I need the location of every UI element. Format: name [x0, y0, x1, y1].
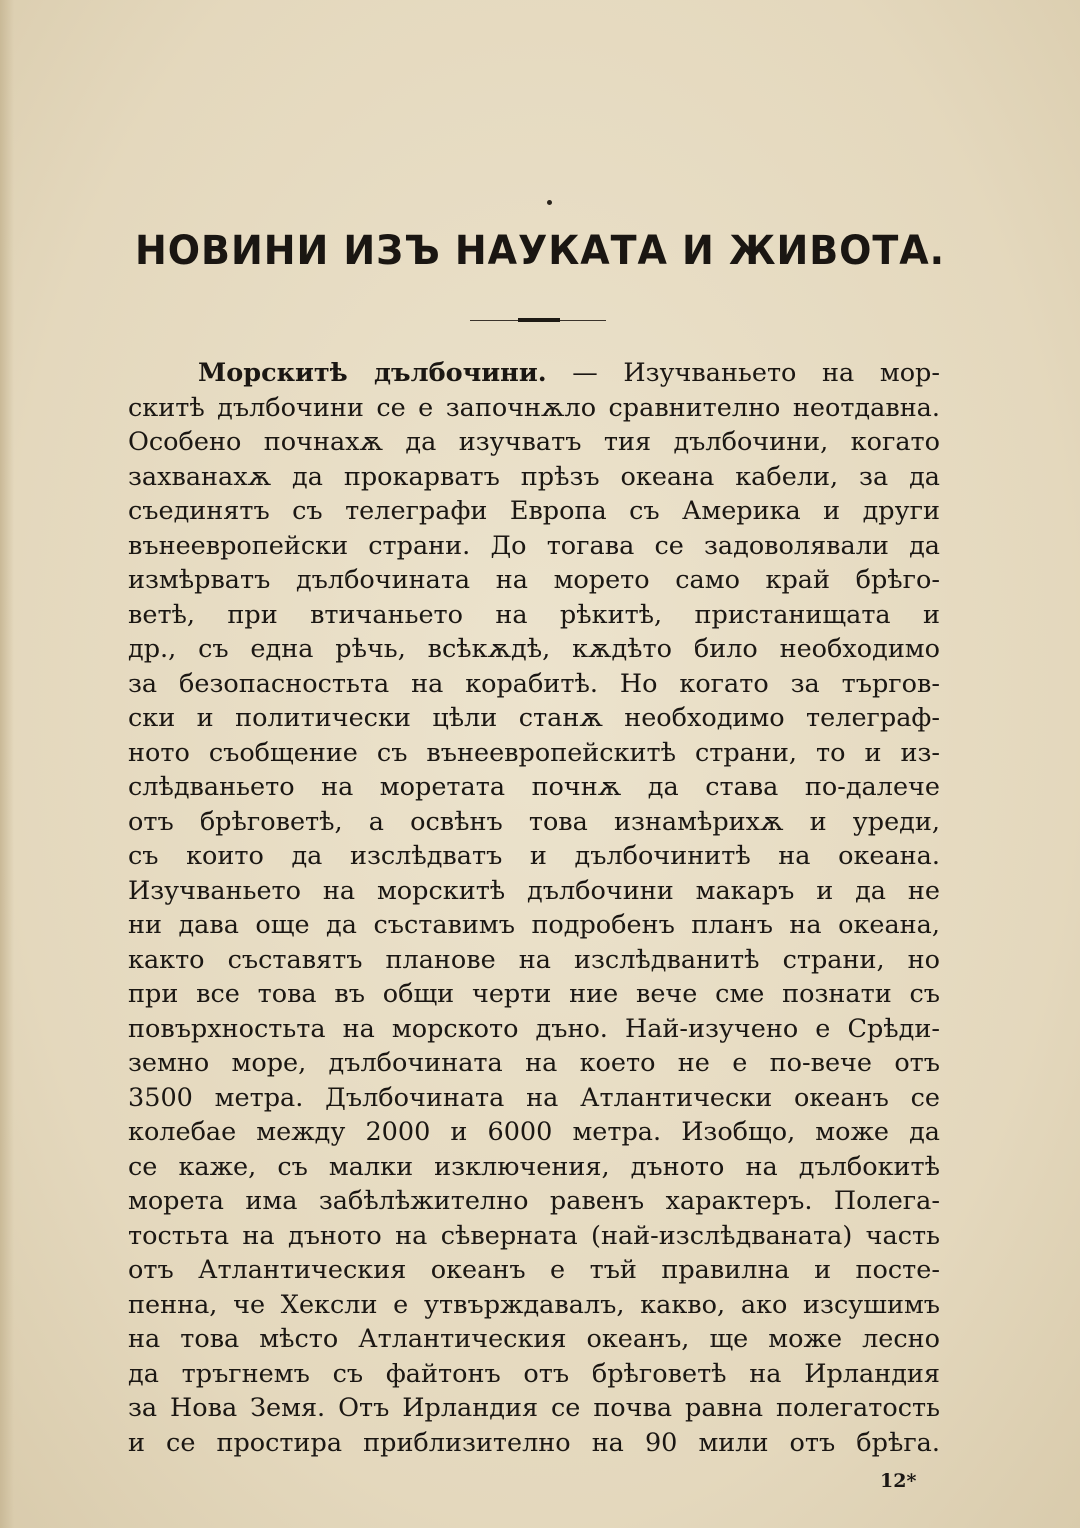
text-line: тостьта на дъното на сѣверната (най-изслѣдваната) часть: [128, 1220, 940, 1251]
text-line: се каже, съ малки изключения, дъното на дълбокитѣ: [128, 1151, 940, 1182]
text-line: съ които да изслѣдватъ и дълбочинитѣ на океана.: [128, 841, 940, 871]
text-line: повърхностьта на морското дъно. Най-изучено е Срѣди-: [128, 1013, 940, 1044]
text-line: вънеевропейски страни. До тогава се задоволявали да: [128, 530, 940, 561]
title-divider-center: [518, 318, 560, 322]
text-line: ветѣ, при втичаньето на рѣкитѣ, пристанищата и: [128, 599, 940, 630]
text-line: др., съ една рѣчь, всѣкѫдѣ, кѫдѣто било необходимо: [128, 634, 940, 664]
text-line: отъ Атлантическия океанъ е тъй правилна и посте-: [128, 1255, 940, 1285]
text-line: скитѣ дълбочини се е започнѫло сравнително неотдавна.: [128, 392, 940, 423]
text-line: Особено почнахѫ да изучватъ тия дълбочини, когато: [128, 427, 940, 457]
paragraph-first-line: [128, 356, 940, 391]
text-line: измѣрватъ дълбочината на морето само край брѣго-: [128, 565, 940, 595]
text-line: Изучваньето на морскитѣ дълбочини макаръ и да не: [128, 875, 940, 906]
binding-shadow: [0, 0, 14, 1528]
text-line: ни дава още да съставимъ подробенъ планъ на океана,: [128, 910, 940, 940]
text-line: слѣдваньето на моретата почнѫ да става по-далече: [128, 772, 940, 802]
text-line: ното съобщение съ вънеевропейскитѣ страни, то и из-: [128, 737, 940, 768]
text-line: морета има забѣлѣжително равенъ характеръ. Полега-: [128, 1186, 940, 1216]
text-line: както съставятъ планове на изслѣдванитѣ страни, но: [128, 944, 940, 975]
text-line: при все това въ общи черти ние вече сме познати съ: [128, 979, 940, 1009]
section-heading: Морскитѣ дълбочини.: [198, 358, 547, 388]
text-line: — Изучваньето на мор-: [572, 358, 940, 388]
text-line: отъ брѣговетѣ, а освѣнъ това изнамѣрихѫ и уреди,: [128, 806, 940, 837]
page-title: НОВИНИ ИЗЪ НАУКАТА И ЖИВОТА.: [135, 228, 945, 274]
text-line: захванахѫ да прокарватъ прѣзъ океана кабели, за да: [128, 461, 940, 492]
text-line: 3500 метра. Дълбочината на Атлантически океанъ се: [128, 1082, 940, 1113]
ornament-dot: [547, 200, 552, 205]
text-line: колебае между 2000 и 6000 метра. Изобщо, може да: [128, 1117, 940, 1147]
text-line: съединятъ съ телеграфи Европа съ Америка и други: [128, 496, 940, 526]
text-line: пенна, че Хексли е утвърждавалъ, какво, ако изсушимъ: [128, 1289, 940, 1320]
article-body: [128, 356, 940, 1460]
text-line: и се простира приблизително на 90 мили отъ брѣга.: [128, 1427, 940, 1458]
text-line: за Нова Земя. Отъ Ирландия се почва равна полегатость: [128, 1393, 940, 1423]
page-number: 12*: [880, 1470, 917, 1492]
text-line: да тръгнемъ съ файтонъ отъ брѣговетѣ на Ирландия: [128, 1358, 940, 1389]
text-line: земно море, дълбочината на което не е по-вече отъ: [128, 1048, 940, 1078]
text-line: ски и политически цѣли станѫ необходимо телеграф-: [128, 703, 940, 733]
text-line: за безопасностьта на корабитѣ. Но когато за търгов-: [128, 668, 940, 699]
text-line: на това мѣсто Атлантическия океанъ, ще може лесно: [128, 1324, 940, 1354]
